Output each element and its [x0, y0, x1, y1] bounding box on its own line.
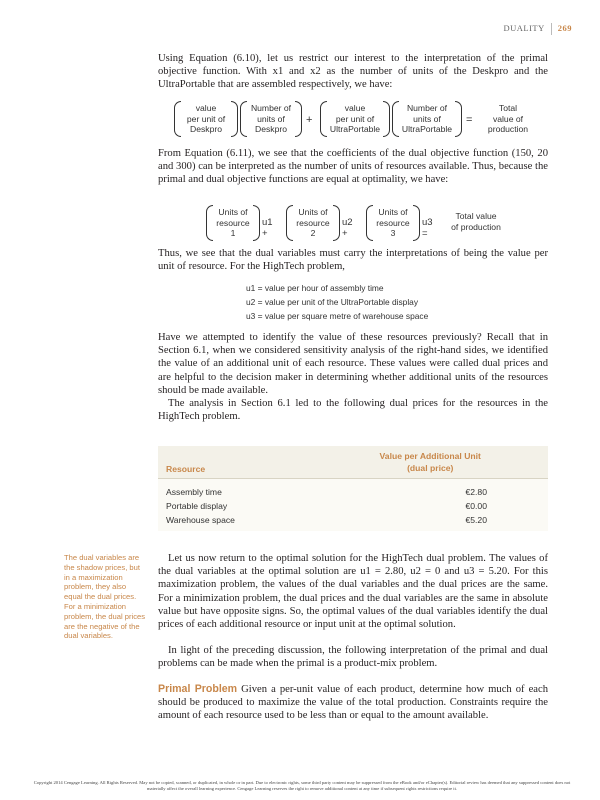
eq2-u3: u3 = — [422, 217, 433, 239]
eq2-u2: u2 + — [342, 217, 353, 239]
paragraph-dual-coefficients: From Equation (6.11), we see that the coefficients of the dual objective function (150, 20 and 300) can be interpreted as the number of units of resources available. Thus, because the primal and dual objective functions are equal at optimality, we have: — [158, 148, 548, 186]
paragraph-primal-problem — [158, 683, 548, 723]
dual-variable-definitions — [246, 283, 428, 325]
copyright-footer: Copyright 2014 Cengage Learning. All Rights Reserved. May not be copied, scanned, or duplicated, in whole or in part. Due to electronic rights, some third party content may be suppressed from the eBook and/or eChapter(s). Editorial review has deemed that any suppressed content does not materially affect the overall learning experience. Cengage Learning reserves the right to remove additional content at any time if subsequent rights restrictions require it. — [33, 780, 571, 791]
primal-problem-text: Given a per-unit value of each product, determine how much of each should be produced to maximize the value of the total production. Constraints require the amount of each resource used to be less than or equal to the amount available. — [158, 684, 549, 722]
paragraph-dual-prices-recall: Have we attempted to identify the value of these resources previously? Recall that in Section 6.1, when we considered sensitivity analysis of the right-hand sides, we identified the value of an additional unit of each resource. These values were called dual prices and are helpful to the decision maker in determining whether additional units of the resources should be made available. — [158, 332, 548, 396]
primal-problem-label: Primal Problem — [158, 683, 238, 695]
table-row: Portable display €0.00 — [158, 499, 548, 513]
table-header-resource: Resource — [158, 446, 312, 479]
paragraph-intro: Using Equation (6.10), let us restrict our interest to the interpretation of the primal objective function. With x1 and x2 as the number of units of the Deskpro and the UltraPortable that are assembled respectively, we have: — [158, 53, 548, 91]
paragraph-dual-interpretation: Thus, we see that the dual variables must carry the interpretations of being the value per unit of resource. For the HighTech problem, — [158, 248, 548, 273]
running-head — [503, 23, 572, 35]
table-header-value: Value per Additional Unit (dual price) — [312, 446, 548, 479]
eq1-term-value-ultraportable: value per unit of UltraPortable — [326, 103, 384, 135]
table-row: Assembly time €2.80 — [158, 479, 548, 500]
eq2-resource-2: Units of resource 2 — [292, 207, 334, 239]
definition-u3: u3 = value per square metre of warehouse space — [246, 311, 429, 321]
paragraph-analysis: The analysis in Section 6.1 led to the following dual prices for the resources in the HighTech problem. — [158, 398, 548, 423]
section-title: DUALITY — [503, 23, 545, 33]
page-number: 269 — [557, 23, 572, 33]
eq1-term-units-deskpro: Number of units of Deskpro — [246, 103, 296, 135]
eq2-total-value: Total value of production — [451, 211, 501, 232]
paragraph-interpretation: In light of the preceding discussion, the following interpretation of the primal and dual problems can be made when the primal is a product-mix problem. — [158, 645, 548, 670]
eq2-u1: u1 + — [262, 217, 273, 239]
dual-prices-table — [158, 446, 548, 531]
header-divider — [551, 23, 552, 35]
eq1-term-value-deskpro: value per unit of Deskpro — [180, 103, 232, 135]
eq1-term-units-ultraportable: Number of units of UltraPortable — [398, 103, 456, 135]
table-row: Warehouse space €5.20 — [158, 513, 548, 531]
definition-u2: u2 = value per unit of the UltraPortable display — [246, 297, 419, 307]
definition-u1: u1 = value per hour of assembly time — [246, 283, 384, 293]
eq1-equals: = — [466, 114, 473, 126]
eq2-resource-3: Units of resource 3 — [372, 207, 414, 239]
eq2-resource-1: Units of resource 1 — [212, 207, 254, 239]
eq1-plus: + — [306, 114, 313, 126]
paragraph-optimal-solution: Let us now return to the optimal solution for the HighTech dual problem. The values of the dual variables at the optimal solution are u1 = 2.80, u2 = 0 and u3 = 5.20. For this maximization problem, the values of the dual variables and the dual prices are the same. For a minimization problem, the dual prices and the dual variables are the same in absolute value but have opposite signs. So, the optimal values of the dual variables identify the dual prices of each additional resource or input unit at the optimal solution. — [158, 553, 548, 631]
eq1-total-value: Total value of production — [487, 103, 529, 134]
margin-note: The dual variables are the shadow prices, but in a maximization problem, they also equal the dual prices. For a minimization problem, the dual prices are the negative of the dual variables. — [64, 553, 146, 641]
